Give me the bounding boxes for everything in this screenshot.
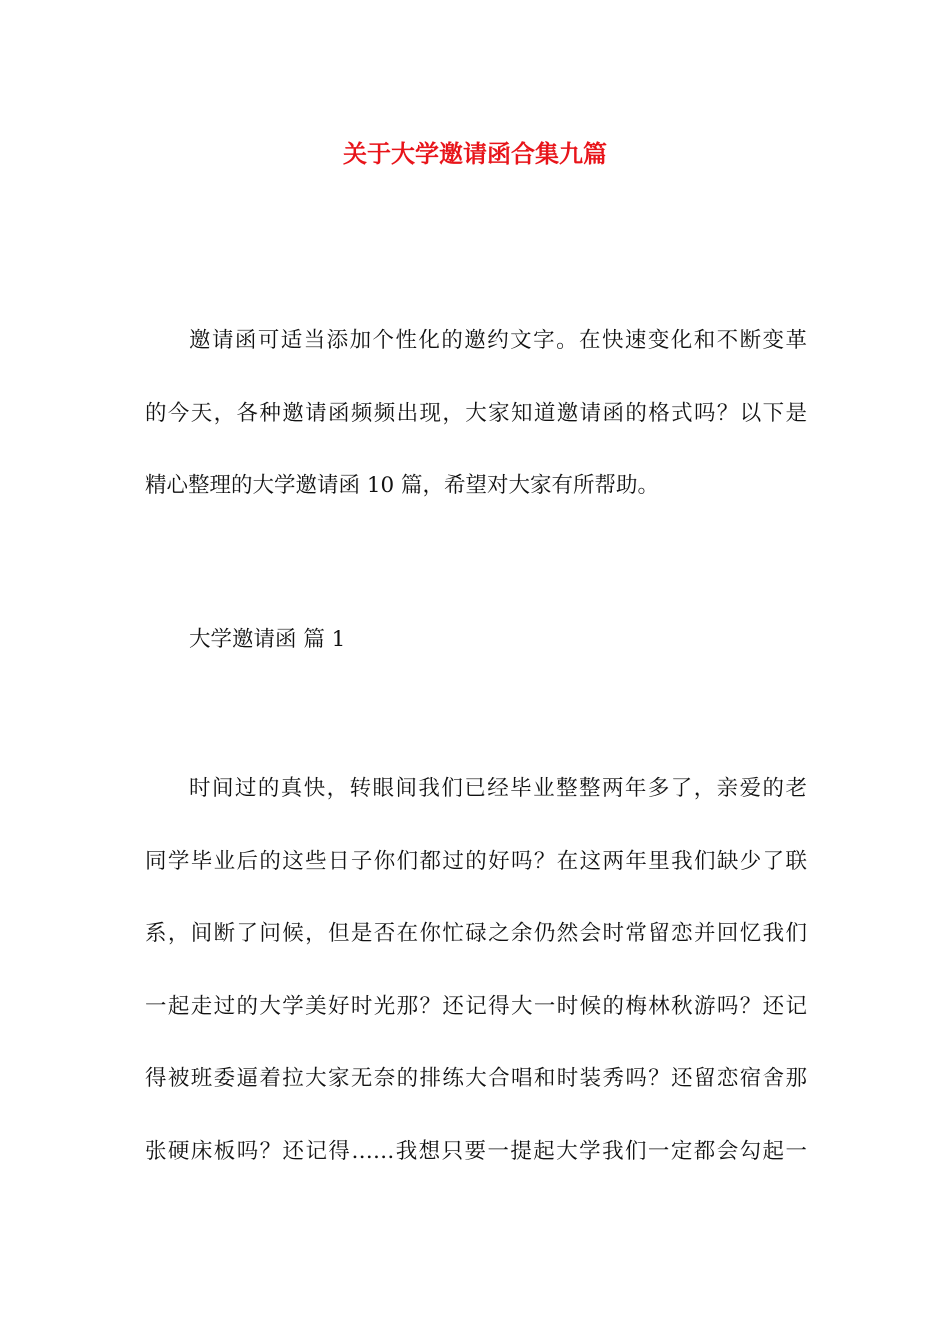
section1-line: 同学毕业后的这些日子你们都过的好吗？在这两年里我们缺少了联 [145, 848, 807, 874]
intro-paragraph [145, 305, 807, 523]
section1-paragraph [145, 753, 807, 1188]
section1-line: 得被班委逼着拉大家无奈的排练大合唱和时装秀吗？还留恋宿舍那 [145, 1066, 807, 1091]
section1-line: 时间过的真快，转眼间我们已经毕业整整两年多了，亲爱的老 [189, 776, 807, 801]
intro-line: 邀请函可适当添加个性化的邀约文字。在快速变化和不断变革 [189, 328, 807, 353]
section-heading: 大学邀请函 篇 1 [189, 627, 346, 652]
intro-line: 的今天，各种邀请函频频出现，大家知道邀请函的格式吗？以下是 [145, 400, 807, 426]
section1-line: 系，间断了问候，但是否在你忙碌之余仍然会时常留恋并回忆我们 [145, 921, 807, 946]
document-title: 关于大学邀请函合集九篇 [343, 139, 607, 168]
intro-line: 精心整理的大学邀请函 10 篇，希望对大家有所帮助。 [145, 473, 660, 498]
section1-line: 一起走过的大学美好时光那？还记得大一时候的梅林秋游吗？还记 [145, 993, 807, 1019]
section1-line: 张硬床板吗？还记得……我想只要一提起大学我们一定都会勾起一 [145, 1138, 807, 1164]
